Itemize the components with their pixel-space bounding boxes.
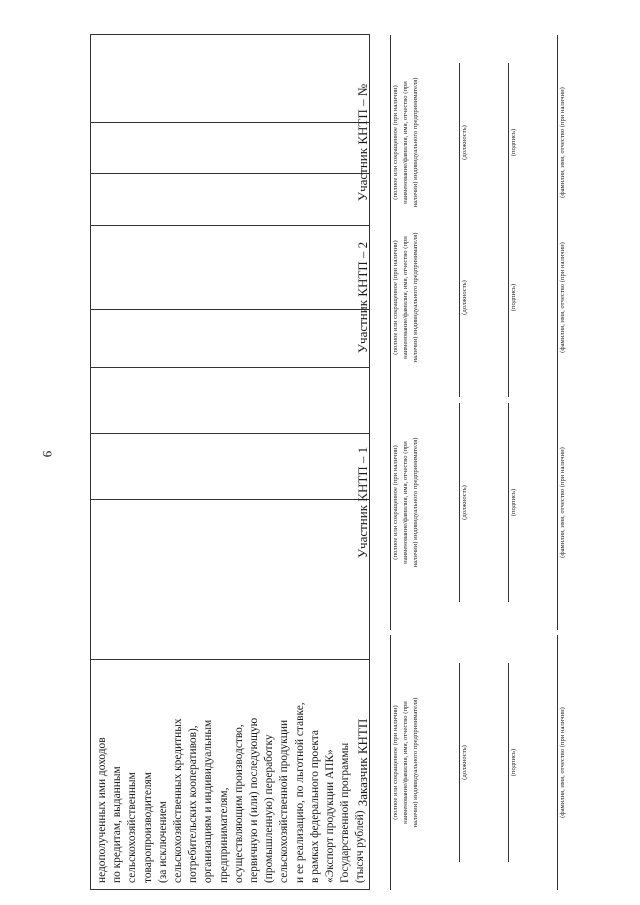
row-label <box>91 660 370 890</box>
caption-line: наличии) индивидуального предпринимателя) <box>412 437 419 568</box>
signature-caption: (подпись) <box>510 488 517 517</box>
signature-block-participant-n <box>352 35 602 250</box>
table-cell <box>91 123 370 174</box>
fio-caption: (фамилия, имя, отчество (при наличии) <box>559 87 566 198</box>
signature-caption: (подпись) <box>510 748 517 777</box>
row-label-line: (тысяч рублей) <box>354 810 367 883</box>
position-caption: (должность) <box>461 485 468 520</box>
row-label-line: Государственной программы <box>339 742 352 883</box>
row-label-line: сельскохозяйственной продукции <box>278 719 291 883</box>
row-label-line: по кредитам, выданным <box>111 766 124 883</box>
signature-caption: (подпись) <box>510 283 517 312</box>
row-label-line: в рамках федерального проекта <box>308 730 321 883</box>
row-label-line: потребительских кооперативов), <box>187 725 200 883</box>
caption-line: (полное или сокращенное (при наличии) <box>392 705 399 820</box>
row-label-line: (за исключением <box>156 801 169 883</box>
caption-line: (полное или сокращенное (при наличии) <box>392 445 399 560</box>
table-cell <box>91 500 370 660</box>
data-table <box>90 34 370 890</box>
caption-line: наличии) индивидуального предпринимателя) <box>412 232 419 363</box>
row-label-line: первичную и (или) последующую <box>248 717 261 883</box>
fio-caption: (фамилия, имя, отчество (при наличии) <box>559 447 566 558</box>
fio-caption: (фамилия, имя, отчество (при наличии) <box>559 707 566 818</box>
table-cell <box>91 368 370 434</box>
caption-line: наименование/фамилия, имя, отчество (при <box>402 441 409 564</box>
party-title: Участник КНТП – 1 <box>355 446 370 559</box>
table-cell <box>91 174 370 226</box>
row-label-line: осуществляющим производство, <box>232 724 245 883</box>
caption-line: наличии) индивидуального предпринимателя) <box>412 697 419 828</box>
position-caption: (должность) <box>461 280 468 315</box>
signature-section <box>352 35 602 890</box>
row-label-line: (промышленную) переработку <box>263 734 276 883</box>
row-label-line: «Экспорт продукции АПК» <box>324 749 337 883</box>
position-caption: (должность) <box>461 125 468 160</box>
row-label-line: предпринимателям, <box>217 787 230 883</box>
row-label-line: сельскохозяйственным <box>126 772 139 883</box>
table-row <box>91 35 370 890</box>
caption-line: наименование/фамилия, имя, отчество (при <box>402 236 409 359</box>
row-label-line: и ее реализацию, по льготной ставке, <box>293 702 306 883</box>
party-title: Участник КНТП – 2 <box>355 241 370 354</box>
signature-block-customer <box>352 635 602 890</box>
row-label-line: сельскохозяйственных кредитных <box>172 718 185 883</box>
row-label-line: организациям и индивидуальным <box>202 719 215 883</box>
rotated-page-content <box>90 35 610 890</box>
fio-caption: (фамилия, имя, отчество (при наличии) <box>559 242 566 353</box>
row-label-line: товаропроизводителям <box>141 771 154 883</box>
caption-line: (полное или сокращенное (при наличии) <box>392 85 399 200</box>
page-number: 9 <box>40 450 55 458</box>
table-cell <box>91 35 370 123</box>
party-title: Участник КНТП – № <box>355 83 370 202</box>
table-cell <box>91 226 370 310</box>
caption-line: наименование/фамилия, имя, отчество (при <box>402 701 409 824</box>
signature-caption: (подпись) <box>510 128 517 157</box>
row-label-line: недополученных ими доходов <box>96 737 108 883</box>
caption-line: (полное или сокращенное (при наличии) <box>392 240 399 355</box>
party-title: Заказчик КНТП <box>355 718 370 807</box>
table-cell <box>91 434 370 500</box>
caption-line: наличии) индивидуального предпринимателя) <box>412 77 419 208</box>
position-caption: (должность) <box>461 745 468 780</box>
table-cell <box>91 310 370 368</box>
caption-line: наименование/фамилия, имя, отчество (при <box>402 81 409 204</box>
